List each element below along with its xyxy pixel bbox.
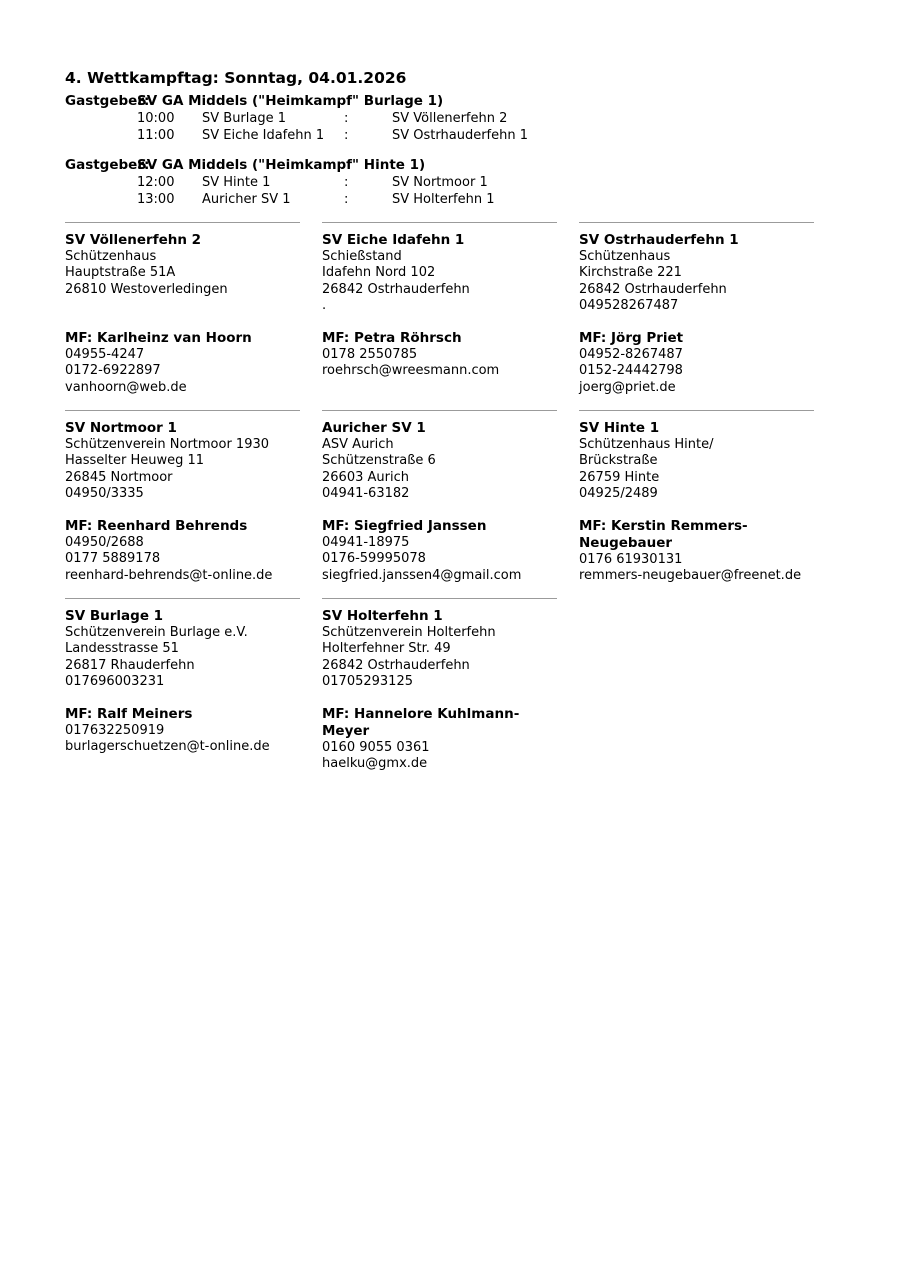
address-line: Landesstrasse 51 (65, 641, 179, 657)
indent (65, 174, 137, 191)
contact-email: siegfried.janssen4@gmail.com (322, 567, 522, 583)
match-time: 10:00 (137, 111, 175, 126)
match-home-team: SV Hinte 1 (202, 174, 271, 190)
match-home-team: Auricher SV 1 (202, 191, 291, 207)
club-address (322, 249, 557, 330)
contact-details (65, 347, 300, 396)
match-away-team: SV Holterfehn 1 (392, 191, 495, 207)
address-line: ASV Aurich (322, 437, 394, 453)
match-away-team: SV Ostrhauderfehn 1 (392, 128, 528, 144)
club-card-hinte-1 (579, 410, 814, 598)
club-card-eiche-idafehn-1 (322, 222, 557, 410)
match-home-team: SV Burlage 1 (202, 111, 287, 126)
club-card-burlage-1 (65, 598, 300, 786)
club-name: SV Burlage 1 (65, 608, 164, 625)
match-row (65, 127, 845, 144)
address-line: 26603 Aurich (322, 469, 409, 485)
club-name: SV Hinte 1 (579, 420, 660, 437)
host-label: Gastgeber: (65, 156, 150, 173)
contact-line: 0177 5889178 (65, 551, 161, 567)
address-line: Brückstraße (579, 453, 658, 469)
contact-email: remmers-neugebauer@freenet.de (579, 568, 802, 584)
host-value: SV GA Middels ("Heimkampf" Hinte 1) (137, 156, 426, 173)
contact-line: 0160 9055 0361 (322, 740, 430, 756)
indent (65, 191, 137, 208)
match-separator: : (344, 174, 349, 190)
club-card-voellenerfehn-2 (65, 222, 300, 410)
address-line: 04950/3335 (65, 485, 144, 501)
club-name: SV Eiche Idafehn 1 (322, 232, 465, 249)
club-address (65, 249, 300, 330)
match-time: 13:00 (137, 191, 175, 207)
address-line: Idafehn Nord 102 (322, 265, 436, 281)
contact-line: 04952-8267487 (579, 347, 683, 363)
address-line: 26842 Ostrhauderfehn (322, 657, 470, 673)
match-time: 11:00 (137, 128, 175, 144)
contact-person: MF: Hannelore Kuhlmann-Meyer (322, 706, 520, 740)
club-card-holterfehn-1 (322, 598, 557, 786)
contact-line: 0176 61930131 (579, 552, 683, 568)
match-time: 12:00 (137, 174, 175, 190)
contact-line: 017632250919 (65, 723, 165, 739)
contact-details (65, 723, 300, 755)
indent (65, 110, 137, 127)
contact-person: MF: Ralf Meiners (65, 706, 193, 723)
match-separator: : (344, 191, 349, 207)
club-name: SV Holterfehn 1 (322, 608, 443, 625)
host-block-burlage (65, 93, 845, 145)
match-home-team: SV Eiche Idafehn 1 (202, 128, 325, 144)
contact-email: vanhoorn@web.de (65, 379, 187, 395)
indent (65, 127, 137, 144)
address-line: Schützenhaus (579, 249, 671, 265)
address-line: . (322, 297, 327, 313)
contact-details (322, 347, 557, 379)
address-line: Hauptstraße 51A (65, 265, 176, 281)
contact-person: MF: Siegfried Janssen (322, 518, 487, 535)
address-line: 26810 Westoverledingen (65, 281, 228, 297)
address-line: 26842 Ostrhauderfehn (322, 281, 470, 297)
address-line: Schießstand (322, 249, 402, 265)
club-card-auricher-sv-1 (322, 410, 557, 598)
address-line: Hasselter Heuweg 11 (65, 453, 205, 469)
address-line: Schützenstraße 6 (322, 453, 436, 469)
match-separator: : (344, 128, 349, 144)
contact-details (322, 740, 557, 772)
address-line: 26845 Nortmoor (65, 469, 173, 485)
contact-email: joerg@priet.de (579, 379, 676, 395)
match-row (65, 191, 845, 208)
contact-email: burlagerschuetzen@t-online.de (65, 739, 270, 755)
address-line: 049528267487 (579, 297, 679, 313)
address-line: 04941-63182 (322, 485, 410, 501)
contact-line: 0176-59995078 (322, 551, 426, 567)
page-title: 4. Wettkampftag: Sonntag, 04.01.2026 (65, 69, 407, 87)
club-address (579, 437, 814, 518)
contact-details (322, 535, 557, 584)
club-contact-grid (65, 222, 845, 786)
club-name: SV Völlenerfehn 2 (65, 232, 202, 249)
address-line: 26842 Ostrhauderfehn (579, 281, 727, 297)
contact-line: 04955-4247 (65, 347, 145, 363)
contact-email: haelku@gmx.de (322, 756, 428, 772)
address-line: Schützenverein Burlage e.V. (65, 625, 248, 641)
match-row (65, 174, 845, 191)
contact-person: MF: Petra Röhrsch (322, 330, 462, 347)
club-card-ostrhauderfehn-1 (579, 222, 814, 410)
address-line: 017696003231 (65, 673, 165, 689)
contact-details (65, 535, 300, 584)
address-line: 26759 Hinte (579, 469, 660, 485)
address-line: Kirchstraße 221 (579, 265, 682, 281)
contact-details (579, 552, 814, 584)
match-away-team: SV Nortmoor 1 (392, 174, 488, 190)
match-separator: : (344, 111, 349, 126)
contact-line: 04941-18975 (322, 535, 410, 551)
address-line: Schützenverein Holterfehn (322, 625, 496, 641)
contact-person: MF: Reenhard Behrends (65, 518, 248, 535)
club-name: SV Nortmoor 1 (65, 420, 177, 437)
host-value: SV GA Middels ("Heimkampf" Burlage 1) (137, 93, 444, 109)
host-label: Gastgeber: (65, 93, 150, 109)
club-name: SV Ostrhauderfehn 1 (579, 232, 739, 249)
address-line: 01705293125 (322, 673, 413, 689)
club-name: Auricher SV 1 (322, 420, 426, 437)
address-line: Holterfehner Str. 49 (322, 641, 451, 657)
address-line: 26817 Rhauderfehn (65, 657, 195, 673)
host-line (65, 157, 845, 174)
address-line: Schützenverein Nortmoor 1930 (65, 437, 270, 453)
contact-email: roehrsch@wreesmann.com (322, 363, 500, 379)
club-address (322, 437, 557, 518)
contact-line: 0178 2550785 (322, 347, 418, 363)
club-card-nortmoor-1 (65, 410, 300, 598)
contact-person: MF: Jörg Priet (579, 330, 684, 347)
match-away-team: SV Völlenerfehn 2 (392, 111, 508, 126)
address-line: 04925/2489 (579, 485, 658, 501)
address-line: Schützenhaus Hinte/ (579, 437, 714, 453)
contact-person: MF: Kerstin Remmers-Neugebauer (579, 518, 748, 552)
match-row (65, 110, 845, 127)
contact-line: 04950/2688 (65, 535, 144, 551)
club-address (579, 249, 814, 330)
address-line: Schützenhaus (65, 249, 157, 265)
host-block-hinte (65, 157, 845, 209)
club-address (65, 437, 300, 518)
contact-details (579, 347, 814, 396)
club-address (322, 625, 557, 706)
contact-line: 0172-6922897 (65, 363, 161, 379)
host-line (65, 93, 845, 110)
contact-person: MF: Karlheinz van Hoorn (65, 330, 252, 347)
contact-line: 0152-24442798 (579, 363, 683, 379)
empty-grid-cell (579, 598, 814, 785)
club-address (65, 625, 300, 706)
contact-email: reenhard-behrends@t-online.de (65, 567, 273, 583)
